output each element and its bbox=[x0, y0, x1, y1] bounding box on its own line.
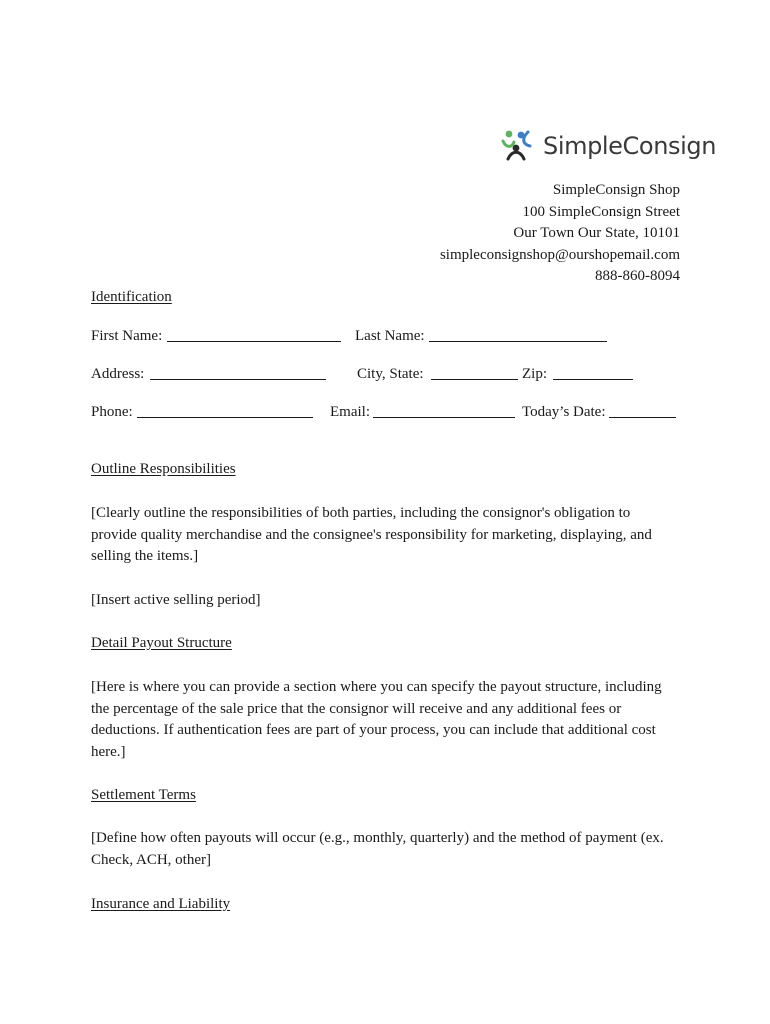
address-row bbox=[91, 363, 641, 385]
responsibilities-line: selling the items.] bbox=[91, 548, 199, 565]
city-state-field[interactable] bbox=[431, 379, 518, 380]
zip-label: Zip: bbox=[522, 366, 547, 382]
settlement-line: Check, ACH, other] bbox=[91, 851, 211, 868]
last-name-field[interactable] bbox=[429, 341, 607, 342]
simpleconsign-logo bbox=[500, 126, 717, 166]
logo-wordmark: SimpleConsign bbox=[543, 132, 717, 160]
email-label: Email: bbox=[330, 404, 370, 420]
responsibilities-line: provide quality merchandise and the consignee's responsibility for marketing, displaying, and bbox=[91, 526, 652, 543]
responsibilities-paragraph bbox=[91, 503, 691, 568]
last-name-label: Last Name: bbox=[355, 328, 425, 344]
phone-field[interactable] bbox=[137, 417, 313, 418]
responsibilities-line: [Clearly outline the responsibilities of both parties, including the consignor's obligation to bbox=[91, 505, 631, 521]
zip-field[interactable] bbox=[553, 379, 633, 380]
settlement-line: [Define how often payouts will occur (e.g., monthly, quarterly) and the method of payment (ex. bbox=[91, 830, 664, 846]
selling-period-placeholder: [Insert active selling period] bbox=[91, 592, 261, 608]
phone-label: Phone: bbox=[91, 404, 133, 420]
first-name-label: First Name: bbox=[91, 328, 163, 344]
payout-line: the percentage of the sale price that the consignor will receive and any additional fees or bbox=[91, 700, 622, 717]
settlement-heading: Settlement Terms bbox=[91, 787, 196, 803]
contact-row bbox=[91, 401, 681, 423]
city-state-label: City, State: bbox=[357, 366, 424, 382]
payout-line: [Here is where you can provide a section where you can specify the payout structure, including bbox=[91, 679, 662, 695]
payout-line: here.] bbox=[91, 743, 126, 760]
shop-email: simpleconsignshop@ourshopemail.com bbox=[439, 246, 680, 263]
email-field[interactable] bbox=[373, 417, 515, 418]
address-label: Address: bbox=[91, 366, 145, 382]
payout-line: deductions. If authentication fees are part of your process, you can include that additional cost bbox=[91, 722, 656, 739]
settlement-paragraph bbox=[91, 828, 691, 871]
shop-contact-block bbox=[440, 180, 680, 288]
name-row bbox=[91, 325, 621, 347]
todays-date-field[interactable] bbox=[609, 417, 676, 418]
simpleconsign-logo-icon bbox=[500, 126, 540, 166]
shop-street: 100 SimpleConsign Street bbox=[522, 203, 680, 220]
responsibilities-heading: Outline Responsibilities bbox=[91, 461, 236, 477]
shop-name: SimpleConsign Shop bbox=[552, 182, 680, 198]
shop-city-state-zip: Our Town Our State, 10101 bbox=[513, 225, 680, 241]
first-name-field[interactable] bbox=[167, 341, 341, 342]
address-field[interactable] bbox=[150, 379, 326, 380]
shop-phone: 888-860-8094 bbox=[595, 268, 680, 284]
insurance-heading: Insurance and Liability bbox=[91, 896, 231, 912]
payout-paragraph bbox=[91, 677, 691, 763]
todays-date-label: Today’s Date: bbox=[522, 404, 606, 420]
payout-heading: Detail Payout Structure bbox=[91, 635, 232, 651]
identification-heading: Identification bbox=[91, 289, 172, 305]
